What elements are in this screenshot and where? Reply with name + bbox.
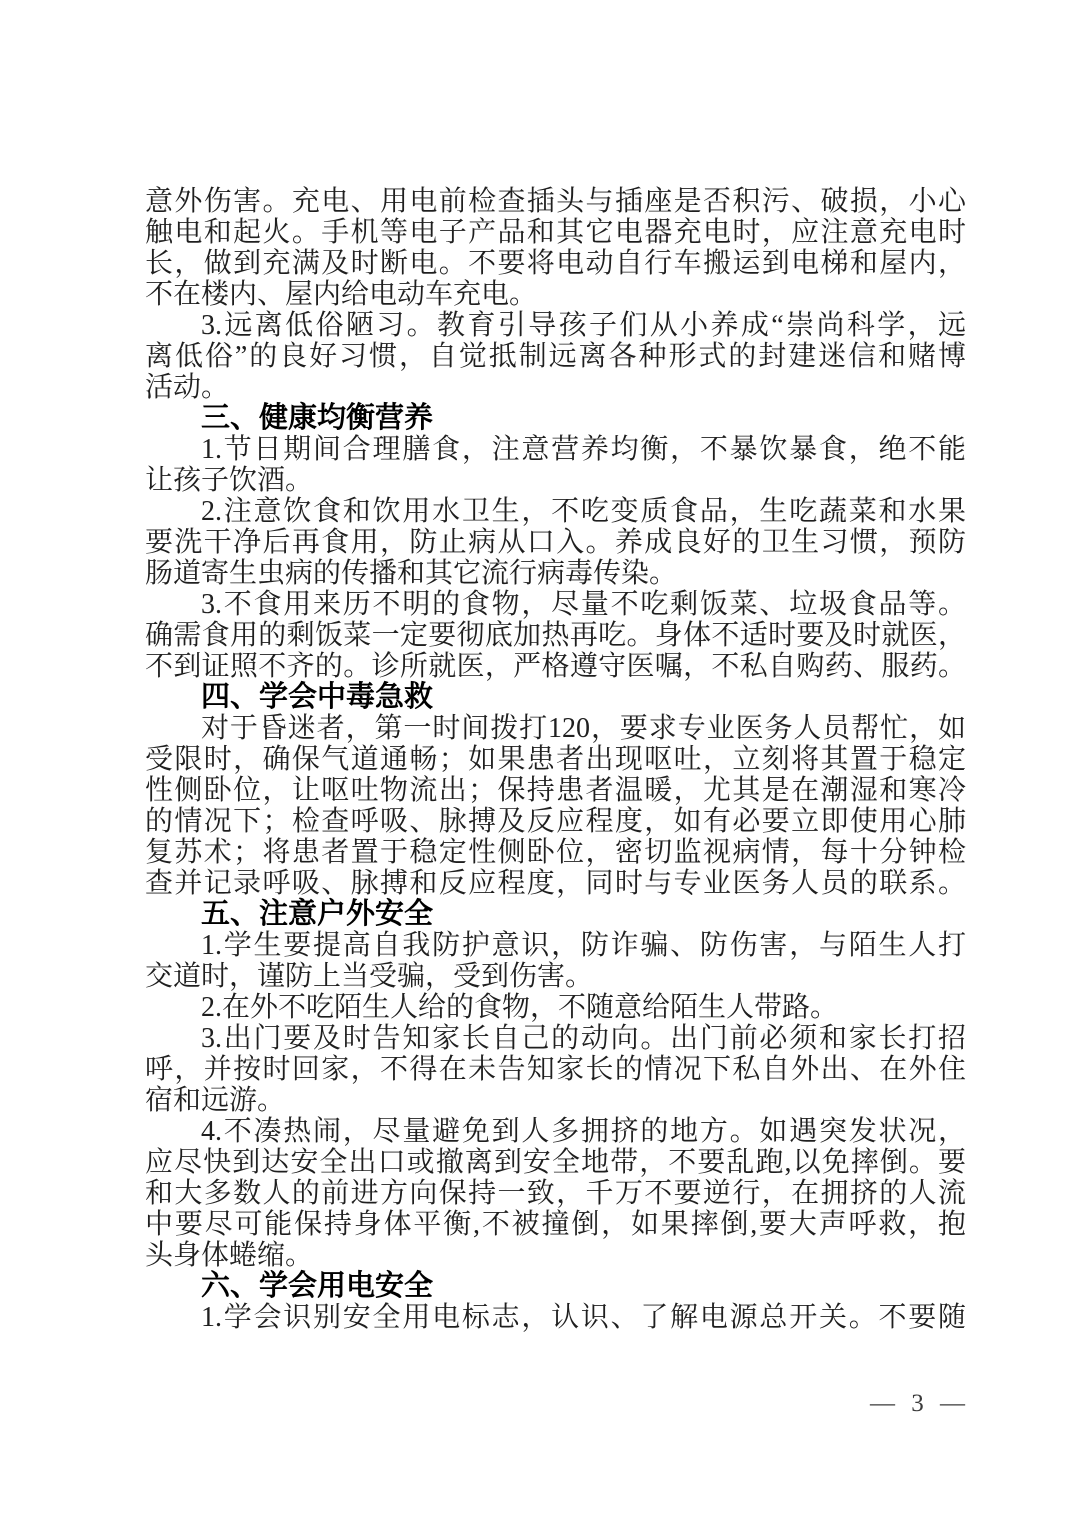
text-line: 让孩子饮酒。 <box>145 465 314 496</box>
text-line: 1.学会识别安全用电标志，认识、了解电源总开关。不要随 <box>201 1302 966 1333</box>
text-line: 3.不食用来历不明的食物，尽量不吃剩饭菜、垃圾食品等。 <box>201 589 966 620</box>
text-line: 对于昏迷者，第一时间拨打120，要求专业医务人员帮忙，如 <box>201 713 966 744</box>
text-line: 活动。 <box>145 372 230 403</box>
text-line: 2.注意饮食和饮用水卫生，不吃变质食品，生吃蔬菜和水果 <box>201 496 966 527</box>
section-heading: 五、注意户外安全 <box>201 898 434 930</box>
text-line: 1.学生要提高自我防护意识，防诈骗、防伤害，与陌生人打 <box>201 930 966 961</box>
text-line: 交道时，谨防上当受骗，受到伤害。 <box>145 961 594 992</box>
text-line: 查并记录呼吸、脉搏和反应程度，同时与专业医务人员的联系。 <box>145 868 966 899</box>
text-line: 头身体蜷缩。 <box>145 1240 314 1271</box>
text-line: 要洗干净后再食用，防止病从口入。养成良好的卫生习惯，预防 <box>145 527 966 558</box>
text-line: 触电和起火。手机等电子产品和其它电器充电时，应注意充电时 <box>145 217 966 248</box>
text-line: 受限时，确保气道通畅；如果患者出现呕吐，立刻将其置于稳定 <box>145 744 966 775</box>
text-line: 2.在外不吃陌生人给的食物，不随意给陌生人带路。 <box>201 992 839 1023</box>
text-line: 性侧卧位，让呕吐物流出；保持患者温暖，尤其是在潮湿和寒冷 <box>145 775 966 806</box>
text-line: 宿和远游。 <box>145 1085 286 1116</box>
text-line: 呼，并按时回家，不得在未告知家长的情况下私自外出、在外住 <box>145 1054 966 1085</box>
text-line: 意外伤害。充电、用电前检查插头与插座是否积污、破损，小心 <box>145 186 966 217</box>
section-heading: 四、学会中毒急救 <box>201 681 434 713</box>
text-line: 3.远离低俗陋习。教育引导孩子们从小养成“崇尚科学，远 <box>201 310 966 341</box>
text-line: 长，做到充满及时断电。不要将电动自行车搬运到电梯和屋内， <box>145 248 966 279</box>
text-line: 离低俗”的良好习惯，自觉抵制远离各种形式的封建迷信和赌博 <box>145 341 966 372</box>
document-content <box>145 186 966 1333</box>
text-line: 3.出门要及时告知家长自己的动向。出门前必须和家长打招 <box>201 1023 966 1054</box>
text-line: 确需食用的剩饭菜一定要彻底加热再吃。身体不适时要及时就医， <box>145 620 966 651</box>
text-line: 肠道寄生虫病的传播和其它流行病毒传染。 <box>145 558 678 589</box>
section-heading: 三、健康均衡营养 <box>201 402 434 434</box>
text-line: 1.节日期间合理膳食，注意营养均衡，不暴饮暴食，绝不能 <box>201 434 966 465</box>
text-line: 和大多数人的前进方向保持一致，千万不要逆行，在拥挤的人流 <box>145 1178 966 1209</box>
text-line: 4.不凑热闹，尽量避免到人多拥挤的地方。如遇突发状况， <box>201 1116 966 1147</box>
text-line: 不在楼内、屋内给电动车充电。 <box>145 279 538 310</box>
text-line: 不到证照不齐的。诊所就医，严格遵守医嘱，不私自购药、服药。 <box>145 651 966 682</box>
page-number: — 3 — <box>870 1390 970 1417</box>
text-line: 应尽快到达安全出口或撤离到安全地带，不要乱跑,以免摔倒。要 <box>145 1147 966 1178</box>
text-line: 的情况下；检查呼吸、脉搏及反应程度，如有必要立即使用心肺 <box>145 806 966 837</box>
section-heading: 六、学会用电安全 <box>201 1270 434 1302</box>
text-line: 中要尽可能保持身体平衡,不被撞倒，如果摔倒,要大声呼救，抱 <box>145 1209 966 1240</box>
text-line: 复苏术；将患者置于稳定性侧卧位，密切监视病情，每十分钟检 <box>145 837 966 868</box>
